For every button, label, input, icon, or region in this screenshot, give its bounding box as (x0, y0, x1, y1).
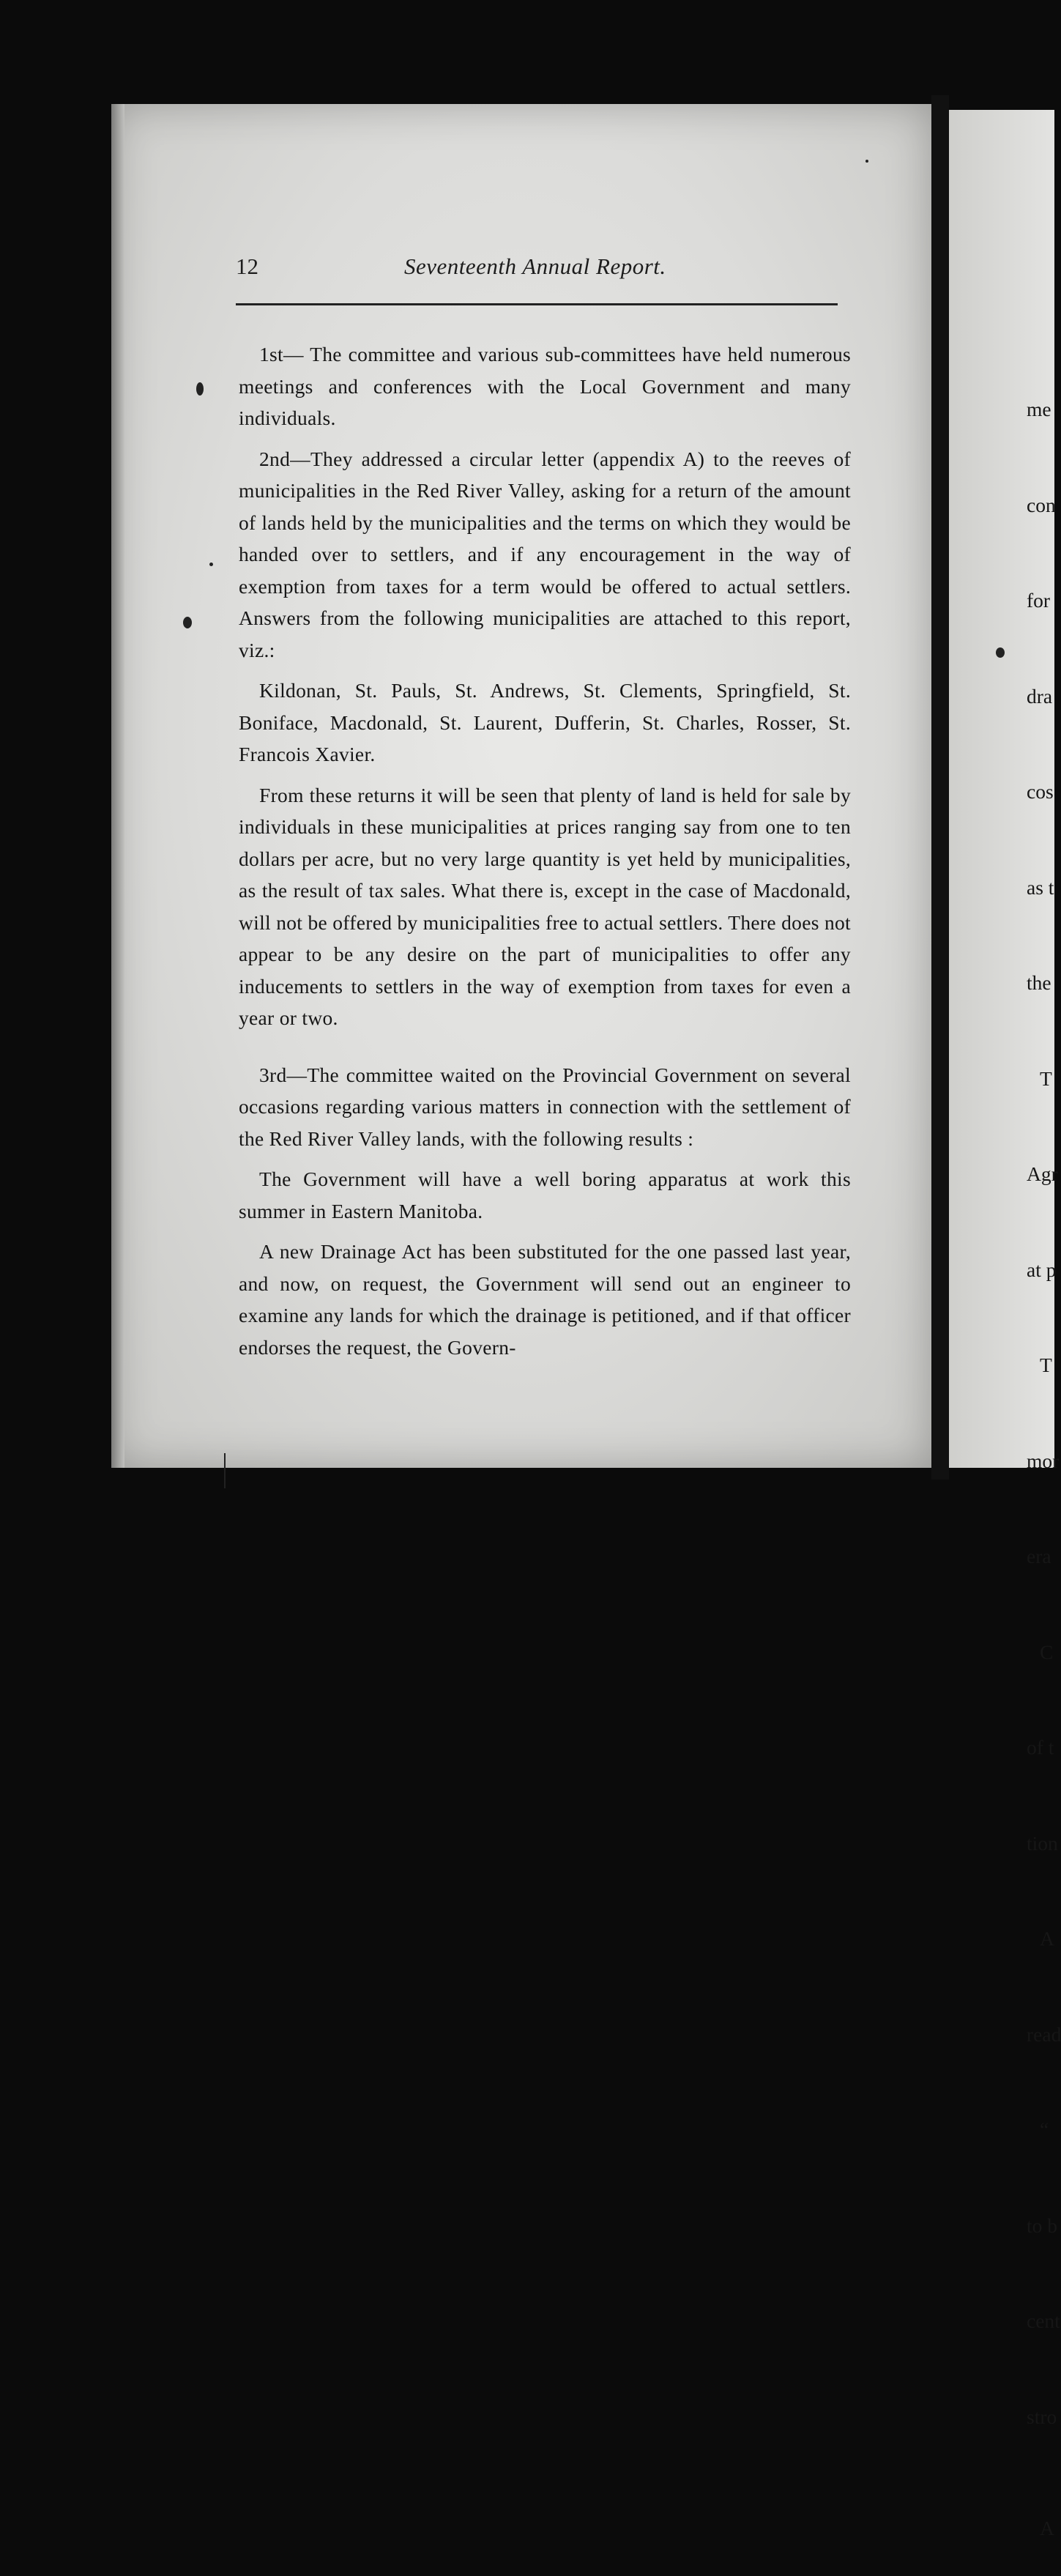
facing-line: to b (1027, 2213, 1058, 2237)
ink-speck (865, 160, 868, 163)
running-title: Seventeenth Annual Report. (404, 253, 666, 279)
facing-line: as t (1027, 875, 1054, 899)
facing-line: read (1027, 2022, 1061, 2046)
paragraph: 1st— The committee and various sub-committees have held numerous meetings and conferences with the Local Government and many individuals. (239, 343, 851, 429)
page-number: 12 (236, 253, 258, 279)
ink-speck (209, 563, 213, 566)
facing-line: con (1027, 493, 1056, 516)
facing-line: A (1040, 1927, 1054, 1950)
facing-line: T (1040, 1066, 1052, 1090)
facing-line: tion (1027, 1831, 1058, 1855)
paragraph: Kildonan, St. Pauls, St. Andrews, St. Clements, Springfield, St. Boniface, Macdonald, St. Laurent, Dufferin, St. Charles, Rosser, St. Francois Xavier. (239, 679, 851, 765)
header-rule (236, 303, 838, 305)
facing-line: dra (1027, 684, 1053, 708)
left-page-edge (111, 104, 124, 1468)
facing-page-text (1027, 330, 1061, 2576)
facing-line: “ (1040, 2118, 1049, 2141)
body-text (239, 338, 851, 1372)
page-header (236, 253, 836, 286)
facing-line: C (1040, 1640, 1054, 1663)
paragraph: 2nd—They addressed a circular letter (appendix A) to the reeves of municipalities in the Red River Valley, asking for a return of the amount of lands held by the municipalities and the terms on which they would be handed over to settlers, and if any encouragement in the way of exemption from taxes for a term would be offered to actual settlers. Answers from the following municipalities are attached to this report, viz.: (239, 447, 851, 661)
facing-line: me (1027, 398, 1051, 420)
facing-line: A (1040, 2517, 1054, 2539)
margin-mark (224, 1453, 226, 1488)
facing-line: at p (1027, 1258, 1057, 1281)
facing-line: cos (1027, 780, 1054, 803)
paragraph: A new Drainage Act has been substituted for the one passed last year, and now, on request, the Government will send out an engineer to examine any lands for which the drainage is petitioned, and if that officer endorses the request, the Govern- (239, 1240, 851, 1359)
facing-line: cent (1027, 2309, 1060, 2332)
facing-line: T (1040, 1354, 1052, 1376)
facing-line: for (1027, 589, 1051, 612)
paragraph: From these returns it will be seen that plenty of land is held for sale by individuals in these municipalities at prices ranging say from one to ten dollars per acre, but no very large quantity is yet held by municipalities, as the result of tax sales. What there is, except in the case of Macdonald, will not be offered by municipalities free to actual settlers. There does not appear to be any desire on the part of municipalities to offer any inducements to settlers in the way of exemption from taxes for even a year or two. (239, 783, 851, 1029)
ink-speck (196, 382, 204, 396)
facing-line: mor (1027, 1449, 1060, 1472)
facing-line: of t (1027, 1736, 1054, 1759)
facing-line: the (1027, 971, 1051, 994)
facing-line: stro (1027, 2405, 1057, 2428)
facing-line: era (1027, 1545, 1051, 1567)
paragraph: 3rd—The committee waited on the Provincial Government on several occasions regarding various matters in connection with the settlement of the Red River Valley lands, with the following results : (239, 1063, 851, 1150)
ink-speck (996, 647, 1005, 658)
ink-speck (183, 617, 192, 628)
book-gutter (931, 95, 949, 1480)
paragraph: The Government will have a well boring apparatus at work this summer in Eastern Manitoba. (239, 1168, 851, 1222)
facing-line: Agr (1027, 1162, 1058, 1185)
